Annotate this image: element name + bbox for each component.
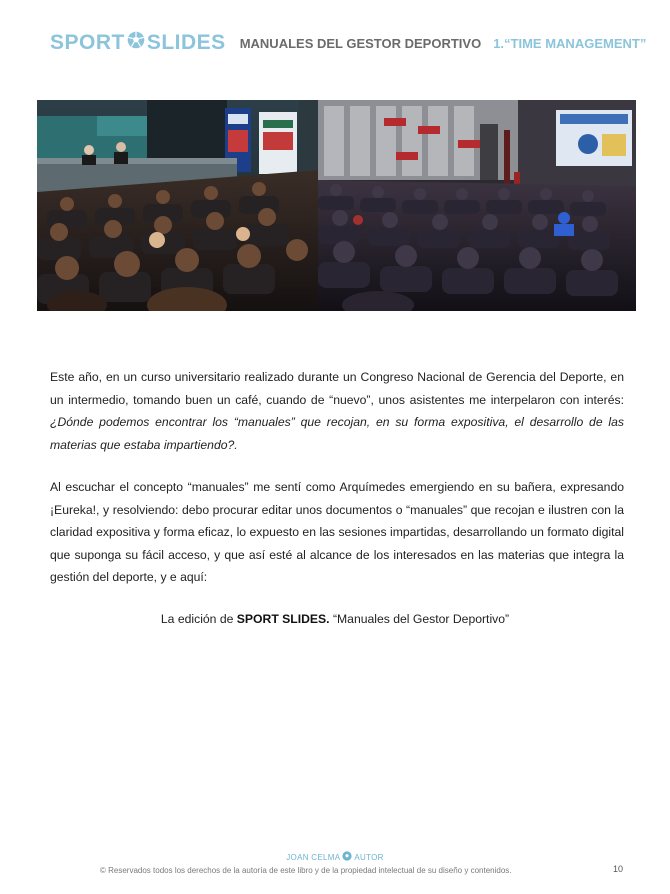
photo-strip <box>37 100 636 311</box>
footer-ball-icon <box>342 851 352 863</box>
edition-line <box>0 612 670 626</box>
brand-word-sport: SPORT <box>50 31 125 54</box>
footer-author <box>0 851 670 863</box>
brand-logo <box>50 31 226 55</box>
footer-copyright: © Reservados todos los derechos de la autoría de este libro y de la propiedad intelectual de su diseño y contenidos. <box>100 866 512 875</box>
paragraph-congress-question: ¿Dónde podemos encontrar los “manuales” que recojan, en su forma expositiva, el desarrollo de las materias que estaba impartiendo?. <box>50 415 624 452</box>
footer-author-role: AUTOR <box>354 852 384 862</box>
soccer-ball-icon <box>127 31 145 55</box>
body-text <box>50 366 624 589</box>
page-header <box>50 28 647 58</box>
header-chapter: 1.“TIME MANAGEMENT” <box>493 35 647 51</box>
edition-suffix: “Manuales del Gestor Deportivo” <box>329 612 510 626</box>
header-subtitle: MANUALES DEL GESTOR DEPORTIVO <box>239 35 482 51</box>
paragraph-congress-text: Este año, en un curso universitario realizado durante un Congreso Nacional de Gerencia del Deporte, en un intermedio, tomando buen un café, cuando de “nuevo”, unos asistentes me interpelaron con interés: <box>50 370 624 407</box>
edition-prefix: La edición de <box>160 612 237 626</box>
lecture-hall-projection-photo <box>318 100 636 311</box>
conference-audience-photo <box>37 100 318 311</box>
brand-word-slides: SLIDES <box>146 31 226 54</box>
footer-author-name: JOAN CELMA <box>286 852 341 862</box>
edition-brand: SPORT SLIDES. <box>236 612 330 626</box>
page-number: 10 <box>613 864 624 874</box>
paragraph-eureka: Al escuchar el concepto “manuales” me sentí como Arquímedes emergiendo en su bañera, expresando ¡Eureka!, y resolviendo: debo procurar editar unos documentos o “manuales” que recojan e ilustren con la claridad expositiva y forma eficaz, lo expuesto en las sesiones impartidas, desarrollando un formato digital que suponga su fácil acceso, y que así esté al alcance de los interesados en las materias que integra la gestión del deporte, y e aquí: <box>50 480 624 584</box>
paragraph-congress <box>50 366 624 456</box>
